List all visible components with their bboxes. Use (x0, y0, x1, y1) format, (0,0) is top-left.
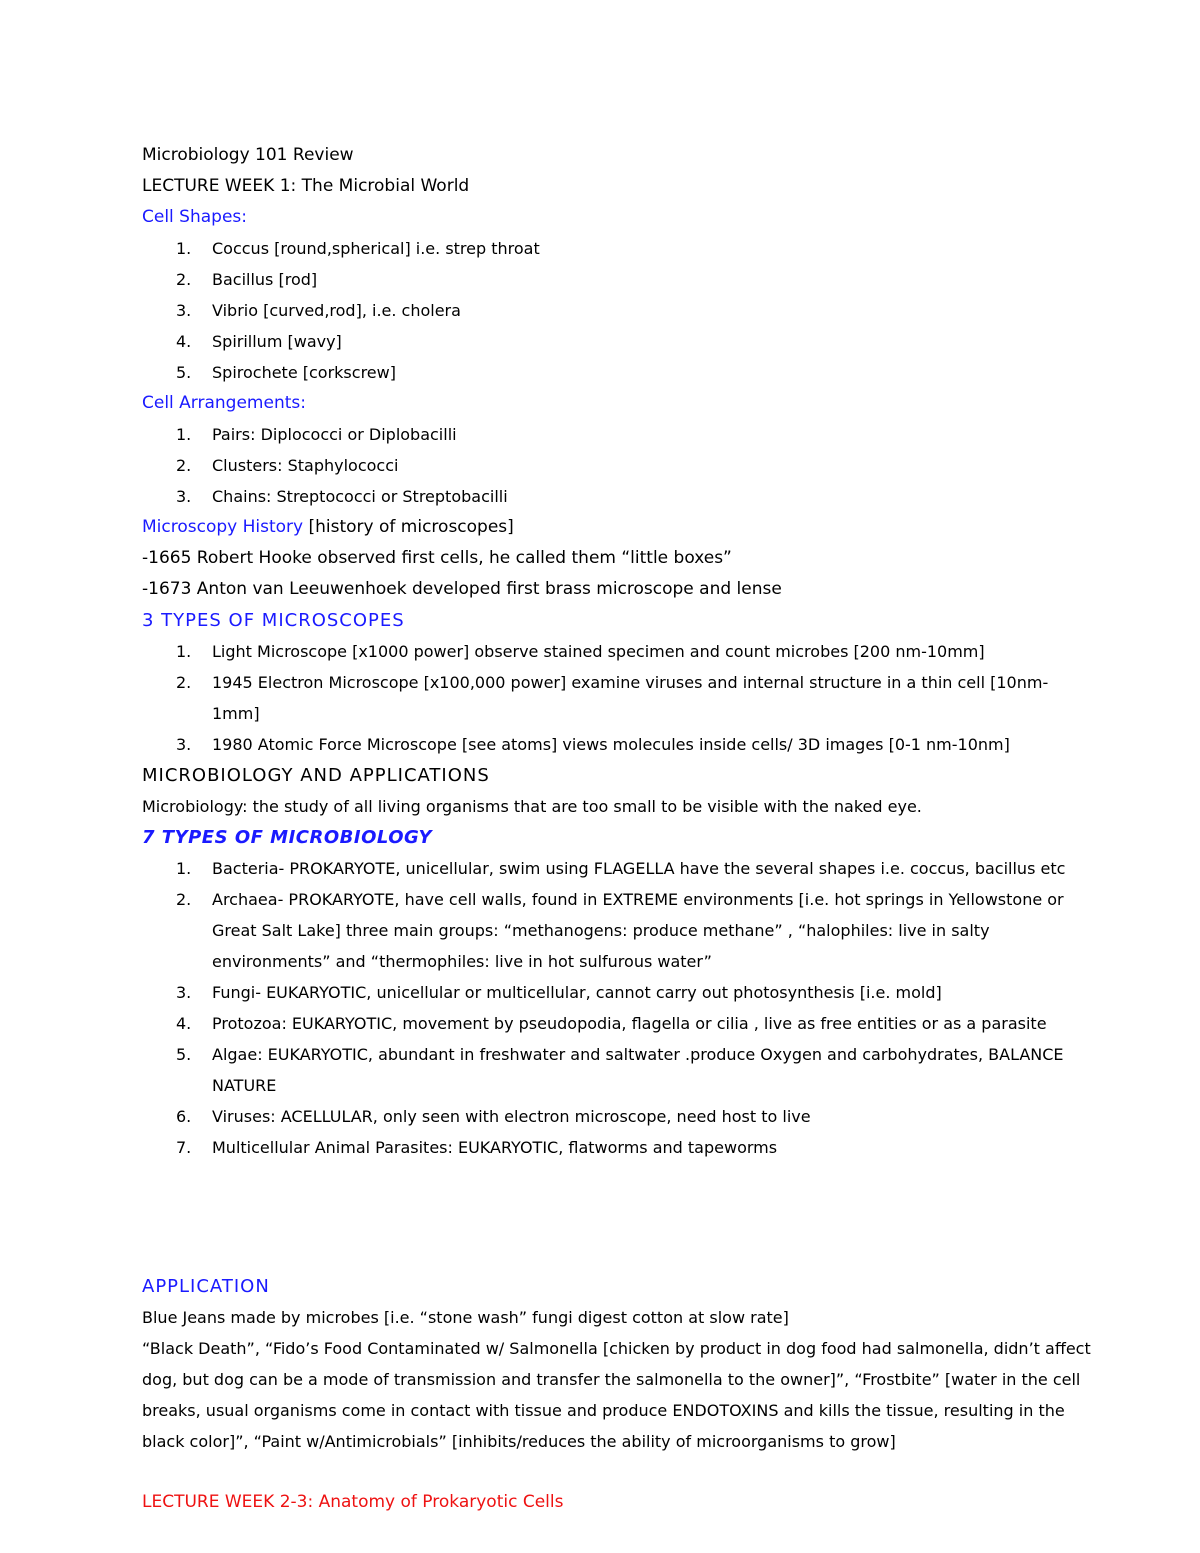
microscope-types-list (142, 636, 1092, 760)
list-item: 2. 1945 Electron Microscope [x100,000 power] examine viruses and internal structure in a thin cell [10nm-1mm] (176, 673, 1049, 723)
history-line: -1673 Anton van Leeuwenhoek developed first brass microscope and lense (142, 579, 782, 599)
list-item: 5. Algae: EUKARYOTIC, abundant in freshwater and saltwater .produce Oxygen and carbohydrates, BALANCE NATURE (176, 1045, 1064, 1095)
list-item: 3. Chains: Streptococci or Streptobacilli (176, 487, 508, 506)
list-item: 1. Bacteria- PROKARYOTE, unicellular, swim using FLAGELLA have the several shapes i.e. coccus, bacillus etc (176, 859, 1066, 878)
application-paragraph: “Black Death”, “Fido’s Food Contaminated w/ Salmonella [chicken by product in dog food had salmonella, didn’t affect dog, but dog can be a mode of transmission and transfer the salmonella to the owner]”, “Frostbite” [water in the cell breaks, usual organisms come in contact with tissue and produce ENDOTOXINS and kills the tissue, resulting in the black color]”, “Paint w/Antimicrobials” [inhibits/reduces the ability of microorganisms to grow] (142, 1339, 1091, 1451)
microscopy-history-heading: Microscopy History [history of microscopes] (142, 517, 514, 537)
application-heading: APPLICATION (142, 1276, 270, 1297)
microbiology-applications-heading: MICROBIOLOGY AND APPLICATIONS (142, 765, 490, 786)
list-item: 1. Coccus [round,spherical] i.e. strep throat (176, 239, 540, 258)
microbiology-types-heading: 7 TYPES OF MICROBIOLOGY (142, 827, 433, 848)
list-item: 6. Viruses: ACELLULAR, only seen with electron microscope, need host to live (176, 1107, 811, 1126)
microscope-types-heading: 3 TYPES OF MICROSCOPES (142, 610, 405, 631)
lecture-week-2-3-heading: LECTURE WEEK 2-3: Anatomy of Prokaryotic Cells (142, 1492, 564, 1512)
list-item: 7. Multicellular Animal Parasites: EUKARYOTIC, flatworms and tapeworms (176, 1138, 778, 1157)
list-item: 1. Light Microscope [x1000 power] observe stained specimen and count microbes [200 nm-10mm] (176, 642, 985, 661)
list-item: 3. Vibrio [curved,rod], i.e. cholera (176, 301, 461, 320)
document-page (142, 140, 1092, 1518)
cell-shapes-heading: Cell Shapes: (142, 207, 247, 227)
spacer (142, 1457, 1092, 1487)
list-item: 2. Archaea- PROKARYOTE, have cell walls, found in EXTREME environments [i.e. hot springs in Yellowstone or Great Salt Lake] three main groups: “methanogens: produce methane” , “halophiles: live in salty environments” and “thermophiles: live in hot sulfurous water” (176, 890, 1064, 971)
list-item: 2. Bacillus [rod] (176, 270, 318, 289)
list-item: 5. Spirochete [corkscrew] (176, 363, 396, 382)
history-line: -1665 Robert Hooke observed first cells, he called them “little boxes” (142, 548, 732, 568)
list-item: 4. Spirillum [wavy] (176, 332, 342, 351)
list-item: 4. Protozoa: EUKARYOTIC, movement by pseudopodia, flagella or cilia , live as free entities or as a parasite (176, 1014, 1047, 1033)
application-line: Blue Jeans made by microbes [i.e. “stone wash” fungi digest cotton at slow rate] (142, 1308, 789, 1327)
cell-arrangements-heading: Cell Arrangements: (142, 393, 306, 413)
lecture-week-1-heading: LECTURE WEEK 1: The Microbial World (142, 176, 470, 196)
list-item: 3. Fungi- EUKARYOTIC, unicellular or multicellular, cannot carry out photosynthesis [i.e. mold] (176, 983, 942, 1002)
spacer (142, 1163, 1092, 1271)
list-item: 1. Pairs: Diplococci or Diplobacilli (176, 425, 457, 444)
cell-arrangements-list (142, 419, 1092, 512)
list-item: 2. Clusters: Staphylococci (176, 456, 399, 475)
list-item: 3. 1980 Atomic Force Microscope [see atoms] views molecules inside cells/ 3D images [0-1 nm-10nm] (176, 735, 1010, 754)
microbiology-definition: Microbiology: the study of all living organisms that are too small to be visible with the naked eye. (142, 797, 922, 816)
microbiology-types-list (142, 853, 1092, 1163)
cell-shapes-list (142, 233, 1092, 388)
document-title: Microbiology 101 Review (142, 145, 354, 165)
